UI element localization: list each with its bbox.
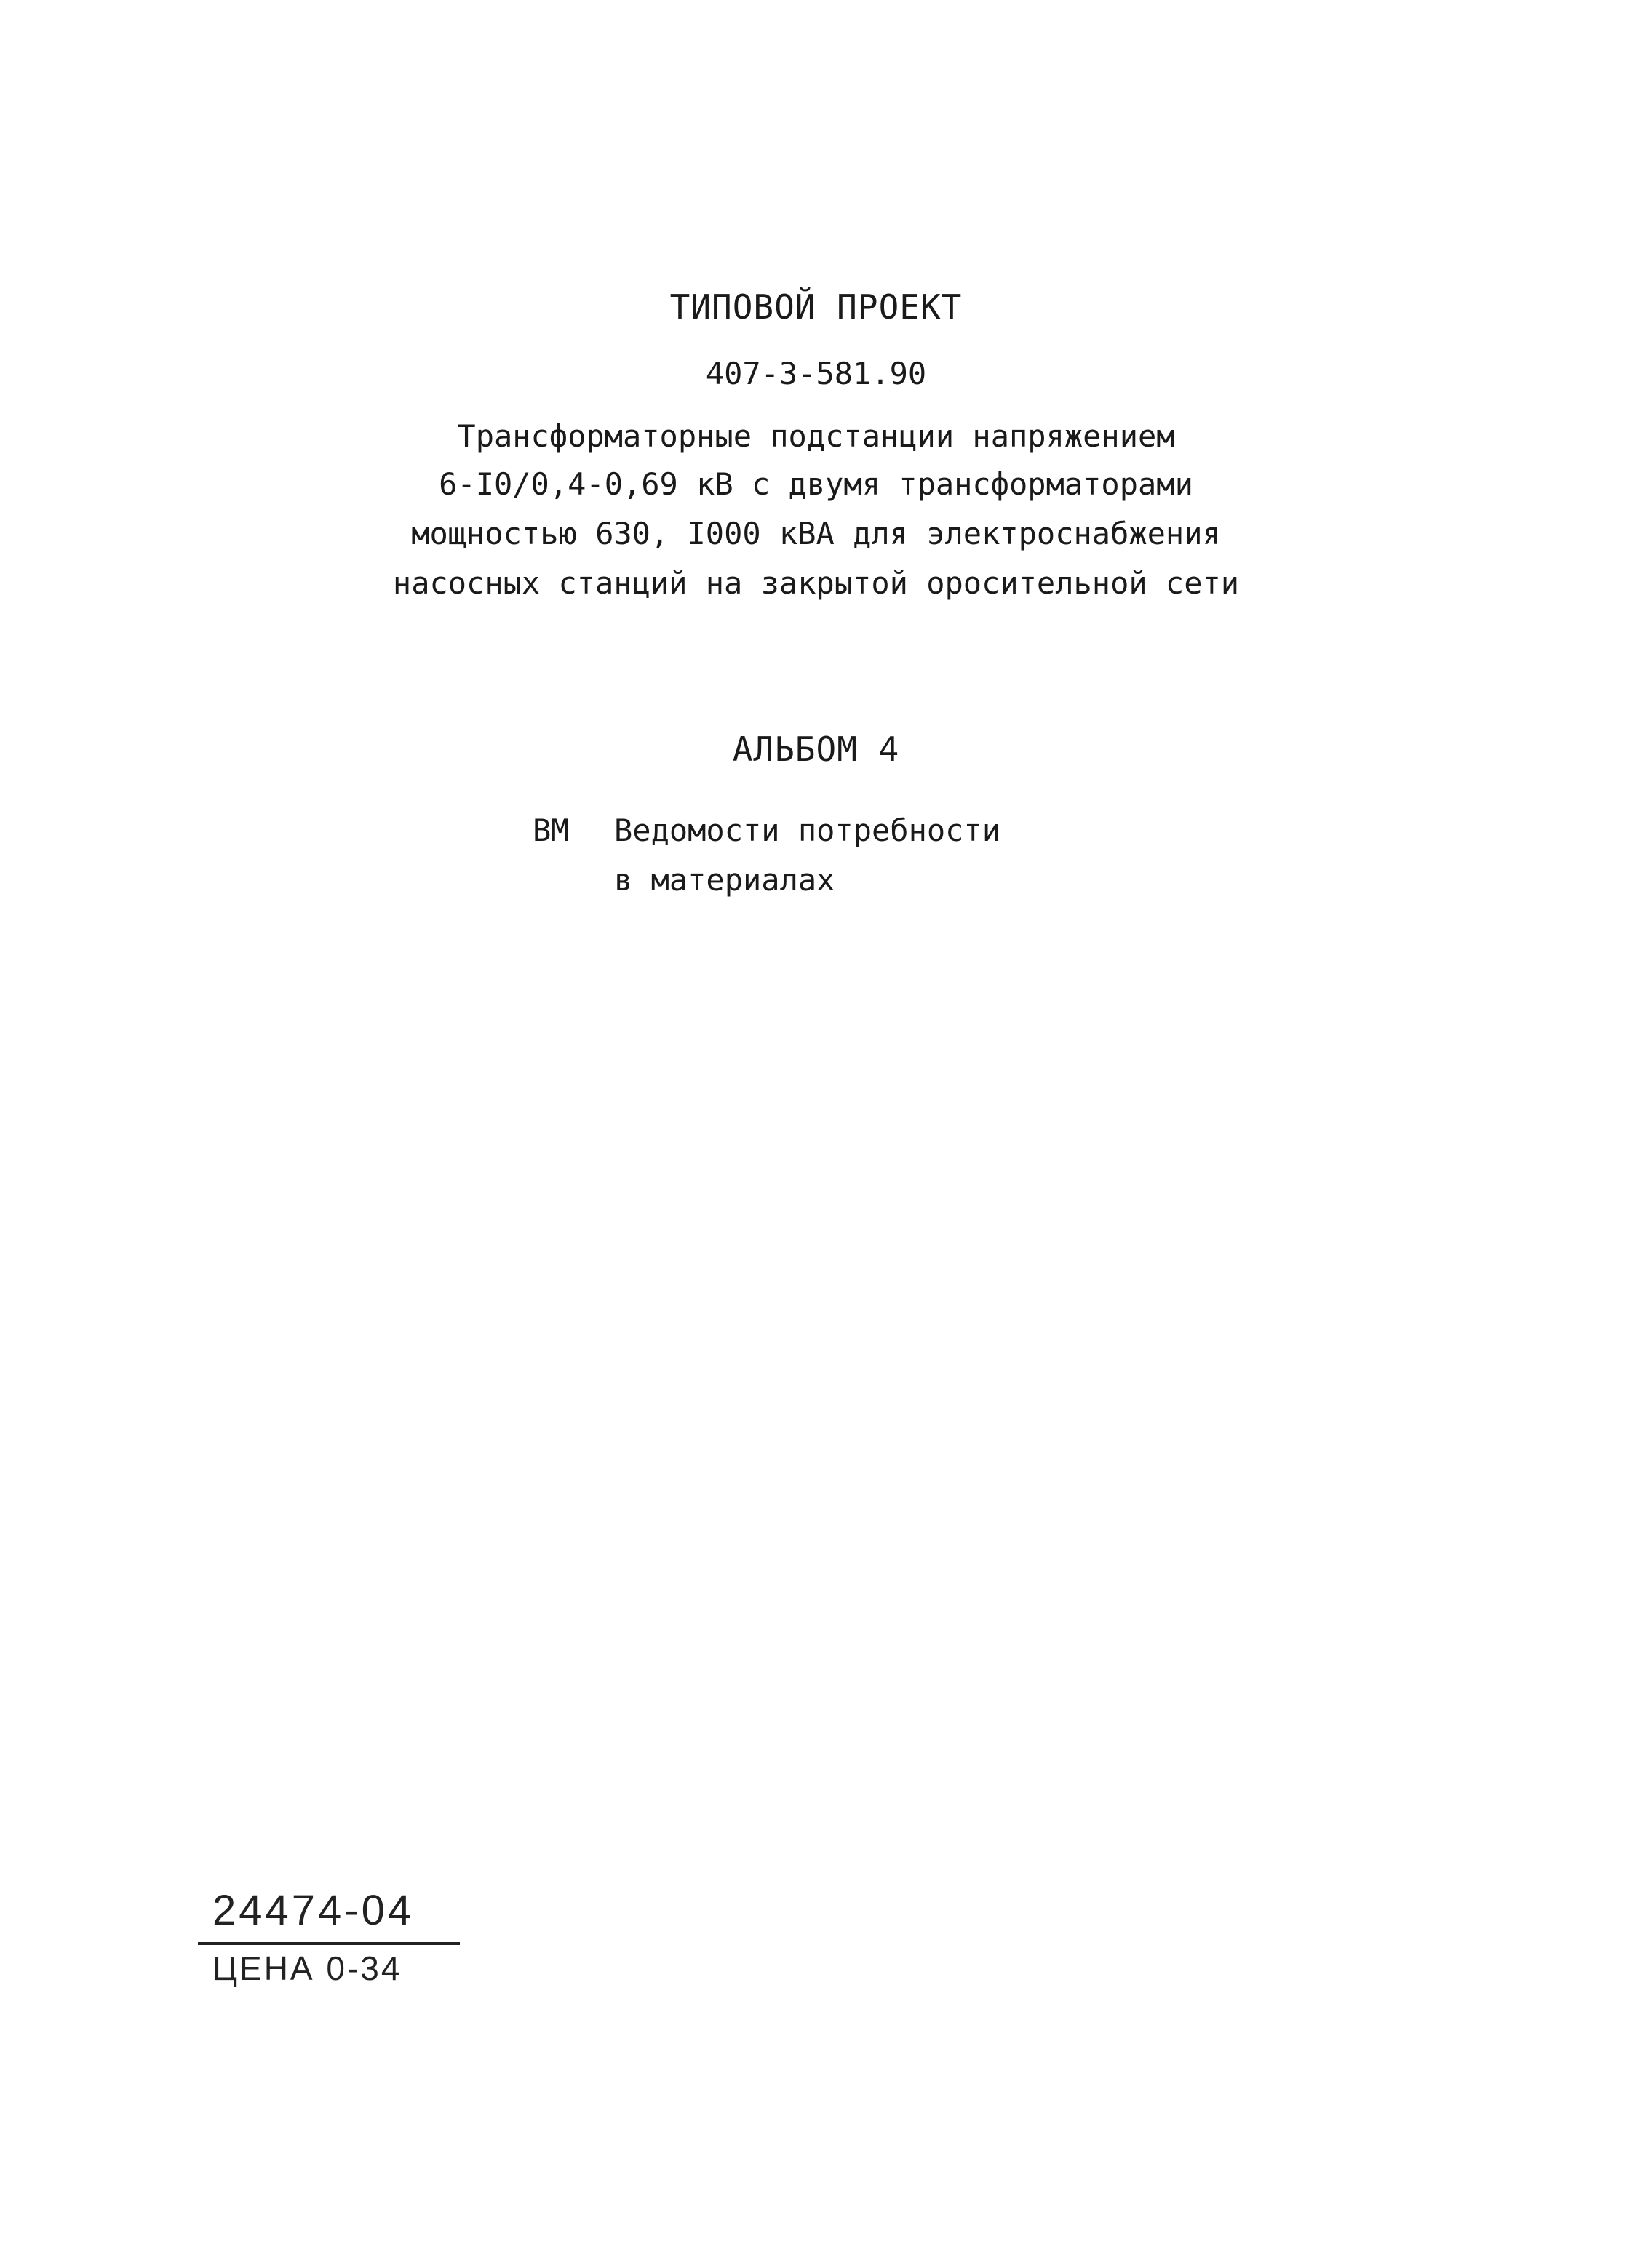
title-line-4: насосных станций на закрытой оросительной сети <box>392 565 1240 601</box>
document-type-label: ТИПОВОЙ ПРОЕКТ <box>669 287 963 327</box>
title-line-3: мощностью 630, I000 кВА для электроснабжения <box>411 516 1221 551</box>
title-line-1: Трансформаторные подстанции напряжением <box>457 418 1175 454</box>
section-code: ВМ <box>533 812 570 848</box>
inventory-number: 24474-04 <box>212 1887 415 1934</box>
project-number: 407-3-581.90 <box>705 356 927 391</box>
section-title-line-2: в материалах <box>614 862 835 898</box>
price-label: ЦЕНА 0-34 <box>212 1949 402 1987</box>
section-title-line-1: Ведомости потребности <box>614 812 1001 848</box>
title-line-2: 6-I0/0,4-0,69 кВ с двумя трансформаторами <box>439 466 1193 502</box>
album-label: АЛЬБОМ 4 <box>732 730 900 769</box>
stamp-divider <box>198 1942 460 1945</box>
